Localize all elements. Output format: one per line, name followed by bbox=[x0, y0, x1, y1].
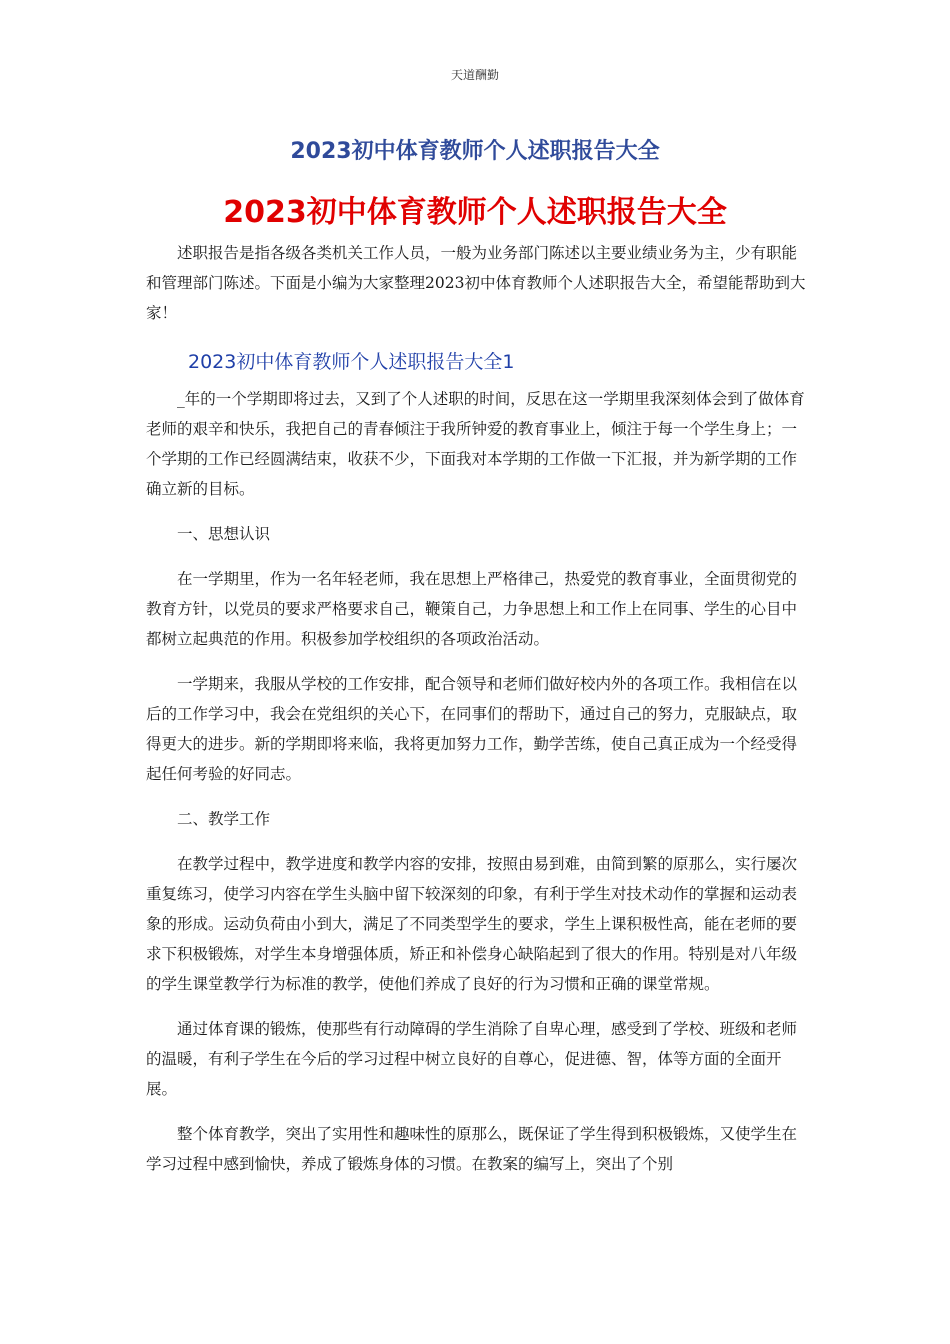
section-title-teaching: 二、教学工作 bbox=[177, 810, 271, 828]
paragraph-5: 通过体育课的锻炼，使那些有行动障碍的学生消除了自卑心理，感受到了学校、班级和老师的温暖，有利子学生在今后的学习过程中树立良好的自尊心，促进德、智，体等方面的全面开展。 bbox=[146, 1020, 798, 1098]
paragraph-1: _年的一个学期即将过去，又到了个人述职的时间，反思在这一学期里我深刻体会到了做体育老师的艰辛和快乐，我把自己的青春倾注于我所钟爱的教育事业上，倾注于每一个学生身上；一个学期的工作已经圆满结束，收获不少，下面我对本学期的工作做一下汇报，并为新学期的工作确立新的目标。 bbox=[146, 390, 805, 498]
section-subheading: 2023初中体育教师个人述职报告大全1 bbox=[188, 351, 515, 373]
paragraph-6: 整个体育教学，突出了实用性和趣味性的原那么，既保证了学生得到积极锻炼，又使学生在学习过程中感到愉快，养成了锻炼身体的习惯。在教案的编写上，突出了个别 bbox=[146, 1125, 798, 1173]
paragraph-2: 在一学期里，作为一名年轻老师，我在思想上严格律己，热爱党的教育事业，全面贯彻党的教育方针，以党员的要求严格要求自己，鞭策自己，力争思想上和工作上在同事、学生的心目中都树立起典范的作用。积极参加学校组织的各项政治活动。 bbox=[146, 570, 798, 648]
intro-paragraph: 述职报告是指各级各类机关工作人员，一般为业务部门陈述以主要业绩业务为主，少有职能和管理部门陈述。下面是小编为大家整理2023初中体育教师个人述职报告大全，希望能帮助到大家！ bbox=[146, 244, 806, 322]
document-title-small: 2023初中体育教师个人述职报告大全 bbox=[290, 139, 660, 164]
section-title-thinking: 一、思想认识 bbox=[177, 525, 271, 543]
document-title-large: 2023初中体育教师个人述职报告大全 bbox=[223, 195, 727, 230]
content-block bbox=[146, 384, 806, 1179]
paragraph-3: 一学期来，我服从学校的工作安排，配合领导和老师们做好校内外的各项工作。我相信在以后的工作学习中，我会在党组织的关心下，在同事们的帮助下，通过自己的努力，克服缺点，取得更大的进步。新的学期即将来临，我将更加努力工作，勤学苦练，使自己真正成为一个经受得起任何考验的好同志。 bbox=[146, 675, 798, 783]
intro-block bbox=[146, 238, 806, 328]
page-header: 天道酬勤 bbox=[450, 68, 499, 82]
paragraph-4: 在教学过程中，教学进度和教学内容的安排，按照由易到难，由简到繁的原那么，实行屡次重复练习，使学习内容在学生头脑中留下较深刻的印象，有利于学生对技术动作的掌握和运动表象的形成。运动负荷由小到大，满足了不同类型学生的要求，学生上课积极性高，能在老师的要求下积极锻炼，对学生本身增强体质，矫正和补偿身心缺陷起到了很大的作用。特别是对八年级的学生课堂教学行为标准的教学，使他们养成了良好的行为习惯和正确的课堂常规。 bbox=[146, 855, 798, 993]
